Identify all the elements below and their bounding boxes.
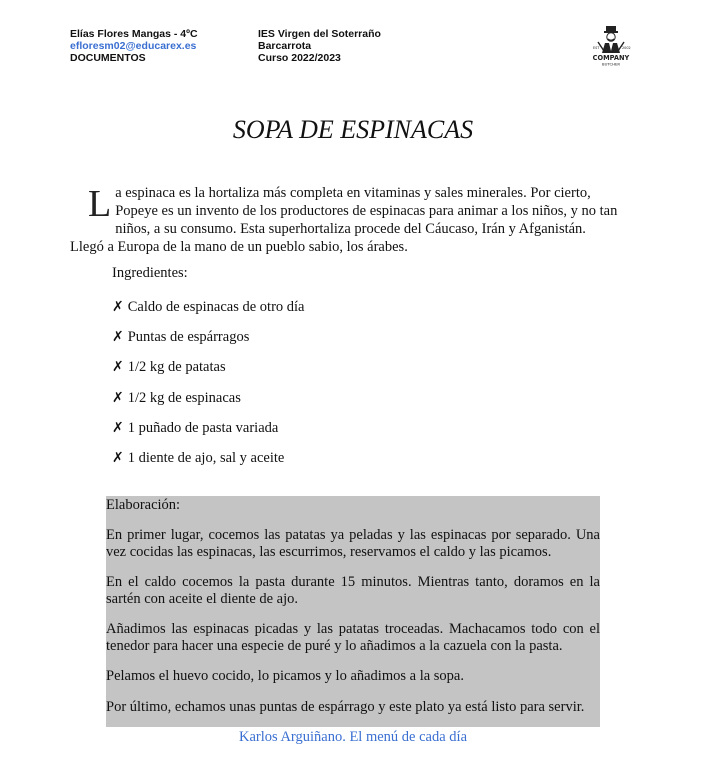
school-name: IES Virgen del Soterraño (258, 28, 381, 40)
elaboration-step: En primer lugar, cocemos las patatas ya peladas y las espinacas por separado. Una vez cocidas las espinacas, las escurrimos, reservamos el caldo y las picamos. (106, 527, 600, 560)
elaboration-label: Elaboración: (106, 497, 181, 513)
header-author-block (70, 28, 198, 64)
list-item (112, 328, 305, 346)
cross-mark-icon: ✗ (112, 359, 124, 376)
list-item (112, 389, 305, 407)
ingredients-list (112, 298, 305, 479)
source-credit-link[interactable]: Karlos Arguiñano. El menú de cada día (238, 729, 468, 745)
ingredient-text: 1/2 kg de espinacas (127, 389, 241, 406)
logo-year-text: 2002 (622, 46, 631, 50)
elaboration-step: Por último, echamos unas puntas de espárrago y este plato ya está listo para servir. (106, 699, 585, 715)
author-name: Elías Flores Mangas - 4ºC (70, 28, 198, 40)
ingredient-text: 1 puñado de pasta variada (127, 419, 279, 436)
ingredient-text: Puntas de espárragos (127, 329, 250, 346)
school-town: Barcarrota (258, 40, 312, 52)
elaboration-step: Pelamos el huevo cocido, lo picamos y lo añadimos a la sopa. (106, 668, 464, 684)
ingredients-label: Ingredientes: (112, 265, 188, 281)
author-email[interactable]: efloresm02@educarex.es (70, 40, 197, 52)
list-item (112, 358, 305, 376)
logo-brand-text: COMPANY (592, 54, 630, 62)
list-item (112, 449, 305, 467)
header-school-block (258, 28, 381, 64)
cross-mark-icon: ✗ (112, 389, 124, 406)
cross-mark-icon: ✗ (112, 299, 124, 315)
page-title: SOPA DE ESPINACAS (232, 115, 474, 144)
elaboration-step: En el caldo cocemos la pasta durante 15 minutos. Mientras tanto, doramos en la sartén con aceite el diente de ajo. (106, 574, 600, 607)
intro-text: a espinaca es la hortaliza más completa en vitaminas y sales minerales. Por cierto, Popeye es un invento de los productores de espinacas para animar a los niños, y no tan niños, a su consumo. Esta superhortaliza procede del Cáucaso, Irán y Afganistán. Llegó a Europa de la mano de un pueblo sabio, los árabes. (70, 185, 618, 255)
list-item (112, 298, 305, 316)
elaboration-step: Añadimos las espinacas picadas y las patatas troceadas. Machacamos todo con el tenedor para hacer una especie de puré y lo añadimos a la cazuela con la pasta. (106, 621, 600, 654)
cross-mark-icon: ✗ (112, 329, 124, 346)
intro-paragraph (70, 184, 622, 256)
cross-mark-icon: ✗ (112, 449, 124, 466)
logo-sub-text: BUTCHER (601, 61, 621, 67)
list-item (112, 419, 305, 437)
section-label: DOCUMENTOS (70, 52, 146, 64)
ingredient-text: 1 diente de ajo, sal y aceite (127, 449, 285, 466)
elaboration-box (106, 496, 600, 727)
logo-est-text: EST (593, 46, 600, 50)
ingredient-text: 1/2 kg de patatas (127, 359, 226, 376)
ingredient-text: Caldo de espinacas de otro día (127, 299, 305, 315)
school-year: Curso 2022/2023 (258, 52, 341, 64)
butcher-company-logo-icon (590, 25, 632, 67)
cross-mark-icon: ✗ (112, 419, 124, 436)
drop-cap: L (88, 183, 112, 225)
